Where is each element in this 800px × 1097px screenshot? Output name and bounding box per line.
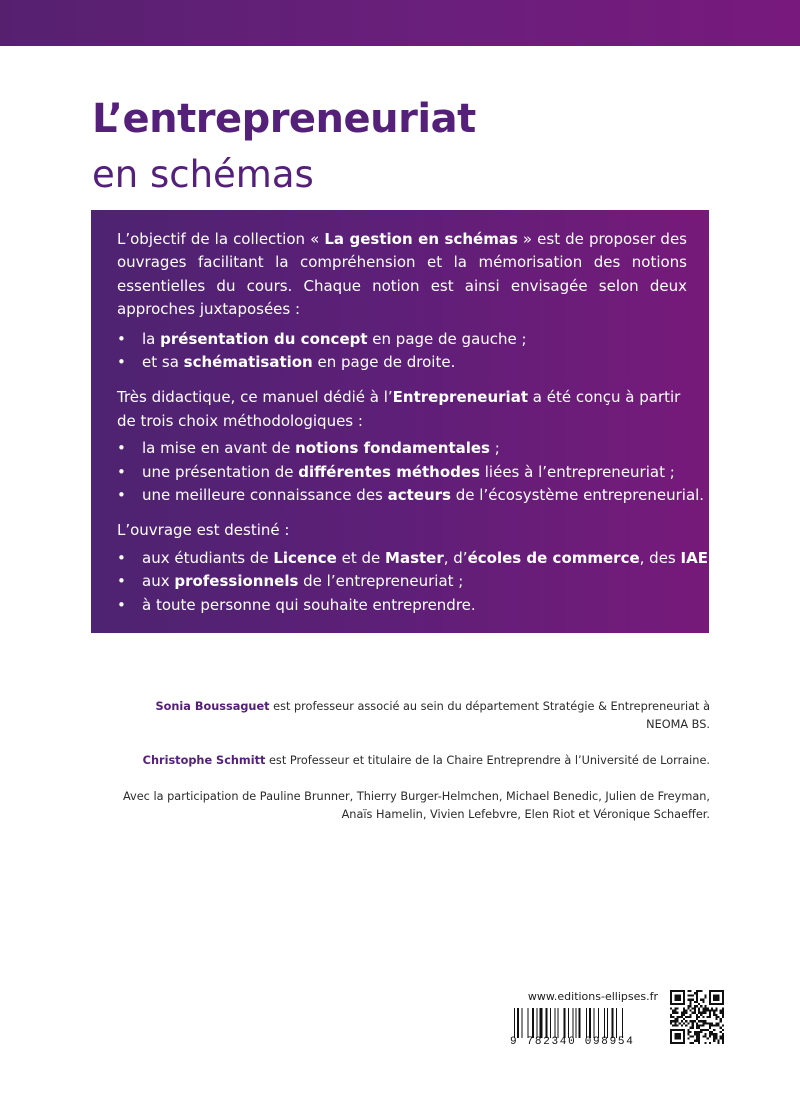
approaches-list [117,328,687,375]
book-title: L’entrepreneuriat [92,96,476,142]
audience-list [117,547,718,617]
list-item-bold: schématisation [183,353,313,372]
author-bio-1 [110,698,710,734]
list-item-bold: Licence [273,548,337,567]
method-text-1: Très didactique, ce manuel dédié à l’ [117,388,393,407]
barcode-icon [514,1008,658,1038]
list-item-bold: écoles de commerce [467,548,640,567]
list-item-text: ; [490,439,500,458]
author-notes [110,698,710,842]
participation-note: Avec la participation de Pauline Brunner, Thierry Burger-Helmchen, Michael Benedic, Julien de Freyman, Anaïs Hamelin, Vivien Lefebvre, Elen Riot et Véronique Schaeffer. [122,790,710,821]
author-bio-text: est professeur associé au sein du département Stratégie & Entrepreneuriat à NEOMA BS. [269,700,710,731]
author-name: Sonia Boussaguet [155,700,270,713]
list-item [117,570,687,593]
list-item-text: et sa [142,353,184,372]
list-item-text: en page de gauche ; [367,329,527,348]
list-item-text: de l’entrepreneuriat ; [298,572,464,591]
list-item-bold: présentation du concept [160,329,368,348]
list-item [117,547,718,570]
list-item-text: liées à l’entrepreneuriat ; [480,462,675,481]
list-item [117,484,705,507]
author-bio-2 [110,752,710,770]
list-item-text: une présentation de [142,462,299,481]
method-paragraph [117,386,687,433]
list-item [117,328,687,351]
intro-text-2: » est de proposer des ouvrages facilitant la compréhension et la mémorisation des notions essentielles du cours. Chaque notion est ainsi envisagée selon deux approches juxtaposées : [117,230,688,319]
list-item [117,437,687,460]
list-item-text: , des [639,548,681,567]
method-bold: Entrepreneuriat [392,388,528,407]
isbn-number: 9 782340 098954 [510,1036,635,1048]
list-item [117,461,687,484]
intro-text-1: L’objectif de la collection « [117,230,325,248]
list-item-text: la mise en avant de [142,439,296,458]
list-item-bold: différentes méthodes [298,462,480,481]
list-item-text: aux [142,572,175,591]
list-item-text: aux étudiants de [142,548,274,567]
list-item-text: une meilleure connaissance des [142,486,388,505]
list-item [117,594,687,617]
top-color-band [0,0,800,46]
list-item-text: à toute personne qui souhaite entreprendre. [142,595,476,614]
publisher-website: www.editions-ellipses.fr [527,990,658,1003]
author-bio-text: est Professeur et titulaire de la Chaire Entreprendre à l’Université de Lorraine. [265,754,710,767]
list-item-bold: notions fondamentales [295,439,490,458]
list-item-bold: acteurs [387,486,451,505]
list-item-text: , d’ [443,548,468,567]
description-panel [91,210,718,633]
list-item-text: en page de droite. [312,353,456,372]
list-item-bold: Master [385,548,444,567]
book-subtitle: en schémas [92,153,314,196]
method-text-2: a été conçu à partir de trois choix méthodologiques : [117,388,681,430]
list-item-text: de l’écosystème entrepreneurial. [451,486,705,505]
list-item-bold: IAE [680,548,708,567]
methods-list [117,437,705,507]
qr-code-icon [670,990,724,1044]
list-item [117,351,687,374]
list-item-text: et de [336,548,386,567]
audience-paragraph: L’ouvrage est destiné : [117,521,290,540]
intro-paragraph [117,228,687,322]
collection-name: La gestion en schémas [324,230,518,248]
list-item-bold: professionnels [174,572,299,591]
author-name: Christophe Schmitt [142,754,266,767]
list-item-text: la [142,329,161,348]
list-item-text: ; [707,548,718,567]
